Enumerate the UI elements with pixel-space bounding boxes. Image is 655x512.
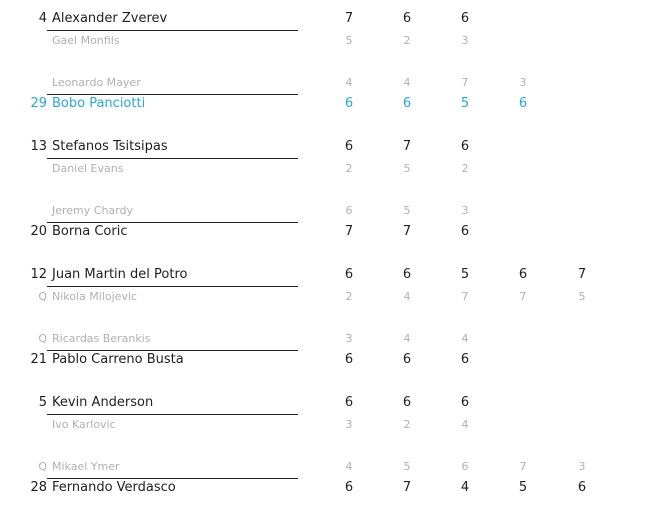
set-score: 6: [461, 460, 469, 473]
set-score: 2: [345, 162, 353, 175]
set-score: 4: [345, 76, 353, 89]
set-score: 5: [403, 162, 411, 175]
set-score: 6: [577, 480, 587, 495]
set-score: 4: [403, 76, 411, 89]
set-score: 4: [403, 332, 411, 345]
set-score: 3: [345, 418, 353, 431]
set-score: 7: [344, 11, 354, 26]
player-name: Fernando Verdasco: [52, 480, 176, 495]
set-score: 3: [578, 460, 586, 473]
set-score: 6: [344, 139, 354, 154]
set-score: 6: [344, 352, 354, 367]
player-row: [0, 477, 655, 499]
set-score: 5: [518, 480, 528, 495]
set-score: 7: [461, 76, 469, 89]
set-score: 6: [344, 96, 354, 111]
player-name: Jeremy Chardy: [52, 204, 133, 217]
set-score: 2: [403, 34, 411, 47]
set-score: 5: [460, 96, 470, 111]
player-name: Kevin Anderson: [52, 395, 154, 410]
set-score: 6: [460, 224, 470, 239]
player-row: [0, 392, 655, 414]
set-score: 3: [461, 204, 469, 217]
set-score: 5: [403, 460, 411, 473]
player-seed: 29: [30, 96, 47, 111]
set-score: 7: [402, 139, 412, 154]
set-score: 6: [344, 267, 354, 282]
player-seed: Q: [38, 332, 47, 345]
player-name: Borna Coric: [52, 224, 128, 239]
player-name: Juan Martin del Potro: [52, 267, 188, 282]
set-score: 6: [460, 139, 470, 154]
player-row: [0, 414, 655, 436]
set-score: 7: [577, 267, 587, 282]
player-name: Leonardo Mayer: [52, 76, 141, 89]
player-row: [0, 349, 655, 371]
set-score: 7: [402, 480, 412, 495]
player-seed: 12: [30, 267, 47, 282]
set-score: 4: [461, 332, 469, 345]
set-score: 2: [403, 418, 411, 431]
set-score: 7: [519, 460, 527, 473]
set-score: 6: [518, 96, 528, 111]
player-row: [0, 264, 655, 286]
set-score: 5: [578, 290, 586, 303]
set-score: 5: [460, 267, 470, 282]
set-score: 6: [460, 395, 470, 410]
set-score: 7: [402, 224, 412, 239]
player-row: [0, 30, 655, 52]
player-seed: Q: [38, 460, 47, 473]
set-score: 5: [403, 204, 411, 217]
set-score: 6: [402, 96, 412, 111]
player-name: Ricardas Berankis: [52, 332, 151, 345]
set-score: 5: [345, 34, 353, 47]
player-row: [0, 200, 655, 222]
set-score: 6: [345, 204, 353, 217]
player-seed: Q: [38, 290, 47, 303]
player-row: [0, 8, 655, 30]
set-score: 2: [345, 290, 353, 303]
set-score: 6: [344, 395, 354, 410]
player-name: Stefanos Tsitsipas: [52, 139, 168, 154]
set-score: 6: [402, 11, 412, 26]
set-score: 6: [518, 267, 528, 282]
set-score: 7: [461, 290, 469, 303]
set-score: 7: [344, 224, 354, 239]
player-row: [0, 93, 655, 115]
set-score: 6: [402, 352, 412, 367]
player-row: [0, 158, 655, 180]
player-name: Daniel Evans: [52, 162, 124, 175]
player-seed: 28: [30, 480, 47, 495]
set-score: 3: [345, 332, 353, 345]
player-seed: 20: [30, 224, 47, 239]
set-score: 4: [461, 418, 469, 431]
player-seed: 21: [30, 352, 47, 367]
player-name: Gael Monfils: [52, 34, 120, 47]
player-name: Ivo Karlovic: [52, 418, 116, 431]
player-name: Nikola Milojevic: [52, 290, 138, 303]
set-score: 3: [461, 34, 469, 47]
set-score: 4: [345, 460, 353, 473]
set-score: 6: [402, 267, 412, 282]
player-row: [0, 286, 655, 308]
set-score: 4: [403, 290, 411, 303]
player-row: [0, 72, 655, 94]
set-score: 6: [344, 480, 354, 495]
player-row: [0, 328, 655, 350]
set-score: 6: [460, 352, 470, 367]
player-row: [0, 221, 655, 243]
set-score: 6: [460, 11, 470, 26]
set-score: 4: [460, 480, 470, 495]
player-name: Alexander Zverev: [52, 11, 168, 26]
player-seed: 5: [38, 395, 47, 410]
player-name: Mikael Ymer: [52, 460, 120, 473]
player-row: [0, 456, 655, 478]
player-row: [0, 136, 655, 158]
set-score: 6: [402, 395, 412, 410]
set-score: 3: [519, 76, 527, 89]
player-name: Pablo Carreno Busta: [52, 352, 184, 367]
set-score: 7: [519, 290, 527, 303]
set-score: 2: [461, 162, 469, 175]
player-name: Bobo Panciotti: [52, 96, 146, 111]
player-seed: 4: [38, 11, 47, 26]
player-seed: 13: [30, 139, 47, 154]
